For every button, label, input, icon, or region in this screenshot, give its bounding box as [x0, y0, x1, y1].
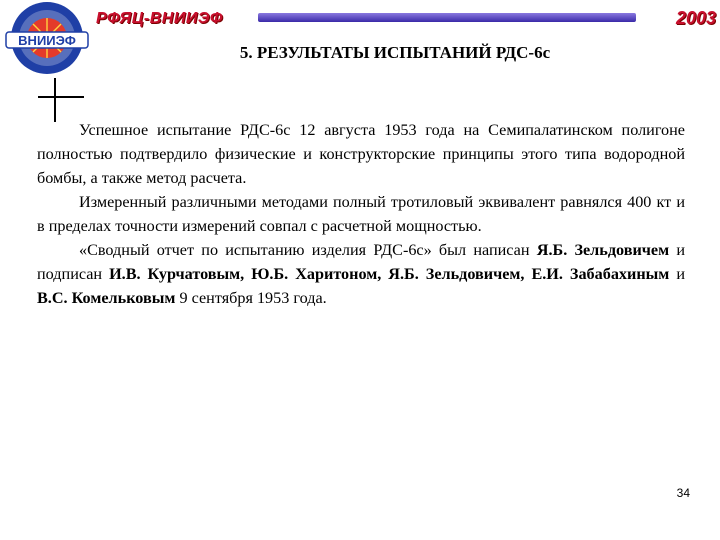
paragraph-1: Успешное испытание РДС-6с 12 августа 1953 года на Семипалатинском полигоне полностью подтвердило физические и конструкторские принципы этого типа водородной бомбы, а также метод расчета.: [37, 121, 685, 187]
paragraph-3: [37, 238, 685, 310]
p3-text-3: и: [669, 265, 685, 283]
body-text: [37, 118, 685, 310]
p3-text-1: «Сводный отчет по испытанию изделия РДС-6с» был написан: [79, 241, 537, 259]
p3-text-4: 9 сентября 1953 года.: [175, 289, 327, 307]
decorative-cross-horizontal: [38, 96, 84, 98]
p3-names-signers: И.В. Курчатовым, Ю.Б. Харитоном, Я.Б. Зельдовичем, Е.И. Забабахиным: [109, 265, 670, 283]
paragraph-2: Измеренный различными методами полный тротиловый эквивалент равнялся 400 кт и в пределах точности измерений совпал с расчетной мощностью.: [37, 193, 685, 235]
p3-name-komelkov: В.С. Комельковым: [37, 289, 176, 307]
slide-title: 5. РЕЗУЛЬТАТЫ ИСПЫТАНИЙ РДС-6с: [239, 43, 551, 62]
org-label: РФЯЦ-ВНИИЭФ: [96, 10, 223, 27]
p3-text-2: и подписан: [37, 241, 686, 283]
header-band: [258, 13, 636, 22]
year-label: 2003: [675, 8, 716, 28]
vniief-logo: [2, 0, 92, 78]
logo-text: ВНИИЭФ: [18, 33, 76, 48]
decorative-cross-vertical: [54, 78, 56, 122]
page-number: 34: [676, 486, 690, 500]
p3-name-zeldovich: Я.Б. Зельдовичем: [536, 241, 670, 259]
